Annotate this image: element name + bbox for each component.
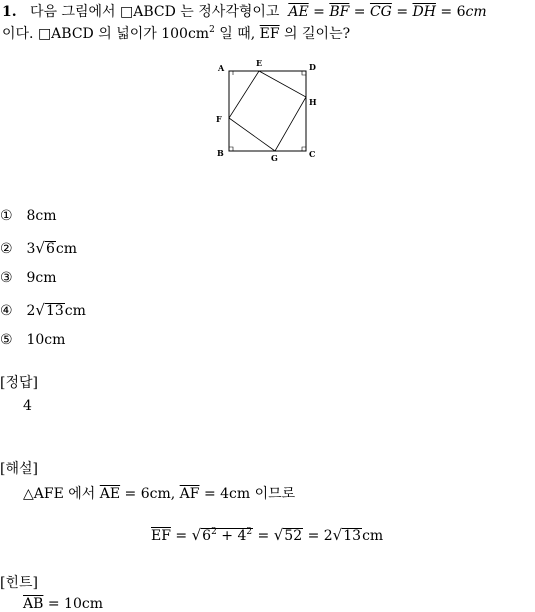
term-a: 6 [202, 528, 212, 544]
plus-sign: + [216, 528, 238, 544]
label-d: D [309, 62, 316, 72]
choice-2 [0, 239, 77, 257]
radical-sign: √ [35, 301, 45, 319]
label-e: E [256, 58, 263, 68]
equals-sign: = [253, 528, 274, 544]
ae-value: = 6cm, [120, 486, 180, 502]
result-unit: cm [362, 528, 384, 544]
choice-5 [0, 332, 65, 348]
exponent-a: 2 [211, 527, 217, 537]
segment-ae: $\overline{AE}$ [99, 486, 121, 502]
choice-radicand: 13 [45, 303, 64, 319]
hint-heading: [힌트] [0, 575, 38, 591]
choice-4 [0, 301, 86, 319]
question-text-1: 다음 그림에서 □ABCD 는 정사각형이고 [29, 4, 280, 20]
segment-ef: $\overline{EF}$ [151, 528, 171, 544]
question-text-4: 의 길이는? [279, 26, 351, 42]
label-b: B [217, 148, 224, 158]
choice-number: ② [0, 241, 13, 257]
choice-text: 8cm [26, 208, 57, 224]
equals-sign: = [440, 4, 453, 20]
solution-heading: [해설] [0, 461, 38, 477]
equals-coef: = 2 [303, 528, 333, 544]
choice-1 [0, 208, 56, 224]
right-angle-b [229, 147, 233, 151]
choice-text: 10cm [26, 332, 66, 348]
radicand-52: 52 [284, 528, 303, 544]
right-angle-c [302, 147, 306, 151]
choice-text: 9cm [26, 270, 57, 286]
segment-cg: $\overline{CG}$ [369, 4, 392, 20]
choice-coef: 2 [26, 303, 36, 319]
length-unit: cm [465, 4, 487, 20]
label-h: H [309, 97, 317, 107]
segment-bf: $\overline{BF}$ [329, 4, 350, 20]
length-value: 6 [456, 4, 466, 20]
choice-number: ③ [0, 270, 13, 286]
solution-text-2: 이므로 [254, 486, 296, 502]
question-line-2 [2, 23, 350, 43]
segment-af: $\overline{AF}$ [179, 486, 200, 502]
answer-heading: [정답] [0, 375, 38, 391]
radicand-13: 13 [343, 528, 362, 544]
equals-sign: = [396, 4, 409, 20]
exponent-b: 2 [246, 527, 253, 537]
label-f: F [216, 114, 222, 124]
inner-square-efgh [229, 71, 306, 151]
question-text-3: 일 때, [214, 26, 260, 42]
choice-number: ④ [0, 303, 13, 319]
label-a: A [218, 63, 225, 73]
af-value: = 4cm [199, 486, 255, 502]
answer-value: 4 [23, 398, 32, 414]
question-text-2: 이다. □ABCD 의 넓이가 100cm [2, 26, 210, 42]
choice-number: ⑤ [0, 332, 13, 348]
choice-unit: cm [64, 303, 86, 319]
equals-sign: = [313, 4, 325, 20]
segment-ae: $\overline{AE}$ [288, 4, 309, 20]
radical-sign: √ [191, 526, 202, 544]
solution-text-1: △AFE 에서 [23, 486, 100, 502]
segment-ab: $\overline{AB}$ [23, 596, 44, 612]
radical-sign: √ [332, 526, 343, 544]
square-figure [210, 56, 325, 166]
choice-3 [0, 270, 56, 286]
choice-number: ① [0, 208, 13, 224]
label-c: C [309, 149, 316, 159]
equals-sign: = [170, 528, 192, 544]
radicand-sum [201, 528, 253, 543]
choice-unit: cm [55, 241, 77, 257]
square-abcd [229, 71, 306, 151]
ab-value: = 10cm [43, 596, 103, 612]
area-exponent: 2 [209, 25, 215, 35]
question-line-1 [2, 1, 487, 21]
choice-coef: 3 [26, 241, 36, 257]
solution-equation [151, 526, 383, 544]
equals-sign: = [353, 4, 366, 20]
segment-dh: $\overline{DH}$ [412, 4, 436, 20]
radical-sign: √ [273, 526, 284, 544]
right-angle-d [302, 71, 306, 75]
label-g: G [271, 153, 278, 163]
choice-radicand: 6 [45, 241, 55, 257]
segment-ef: $\overline{EF}$ [259, 26, 280, 42]
radical-sign: √ [35, 239, 45, 257]
term-b: 4 [237, 528, 247, 544]
question-number: 1. [2, 4, 17, 20]
solution-line [23, 483, 295, 503]
